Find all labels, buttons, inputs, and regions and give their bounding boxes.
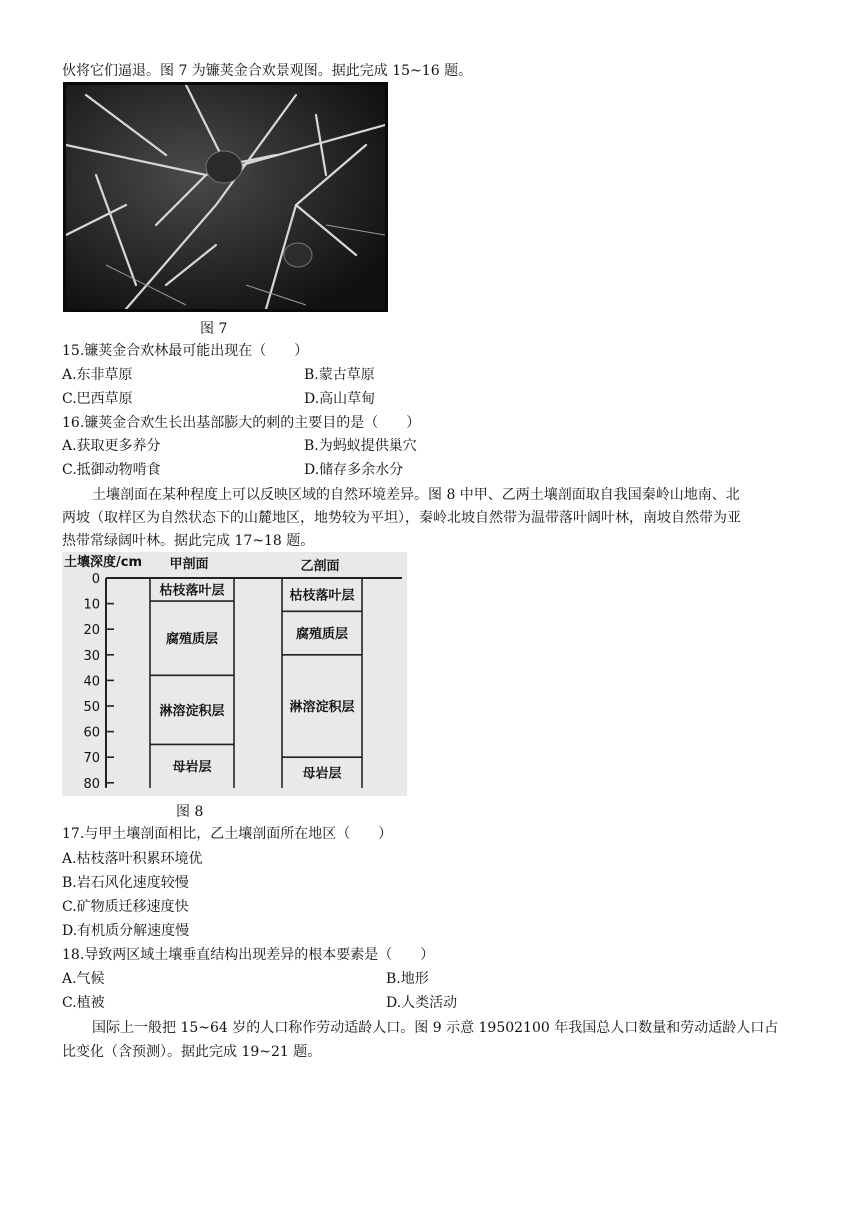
profile-b-layer-label: 母岩层 — [302, 766, 342, 782]
acacia-photo — [63, 82, 388, 312]
q18-option-a: A.气候 — [62, 971, 105, 987]
q17-option-d: D.有机质分解速度慢 — [62, 923, 190, 939]
passage3-line2: 比变化（含预测）。据此完成 19~21 题。 — [62, 1044, 322, 1060]
q18-stem: 18.导致两区域土壤垂直结构出现差异的根本要素是（ ） — [62, 947, 435, 963]
q16-option-d: D.储存多余水分 — [304, 462, 404, 478]
q16-option-c: C.抵御动物啃食 — [62, 462, 161, 478]
profile-a-layer-label: 母岩层 — [172, 760, 212, 776]
passage2-line3: 热带常绿阔叶林。据此完成 17~18 题。 — [62, 533, 315, 549]
depth-tick-label: 50 — [83, 700, 100, 715]
q16-option-b: B.为蚂蚁提供巢穴 — [304, 438, 417, 454]
profile-a-layer-label: 淋溶淀积层 — [159, 703, 225, 719]
q17-option-a: A.枯枝落叶积累环境优 — [62, 851, 203, 867]
q15-stem: 15.镰荚金合欢林最可能出现在（ ） — [62, 343, 309, 359]
depth-tick-label: 30 — [83, 648, 100, 664]
profile-a-layer-label: 腐殖质层 — [165, 632, 219, 648]
profile-b-title: 乙剖面 — [300, 559, 340, 574]
depth-tick-label: 80 — [83, 776, 100, 792]
profile-b-layer-label: 腐殖质层 — [295, 627, 349, 643]
q17-option-c: C.矿物质迁移速度快 — [62, 899, 189, 915]
q18-option-b: B.地形 — [386, 971, 429, 987]
fig7-caption: 图 7 — [200, 321, 228, 337]
q16-option-a: A.获取更多养分 — [62, 438, 161, 454]
q17-option-b: B.岩石风化速度较慢 — [62, 875, 189, 891]
q15-option-a: A.东非草原 — [62, 367, 133, 383]
intro-text: 伙将它们逼退。图 7 为镰荚金合欢景观图。据此完成 15~16 题。 — [62, 63, 473, 79]
passage3-line1: 国际上一般把 15~64 岁的人口称作劳动适龄人口。图 9 示意 19502100 年我国总人口数量和劳动适龄人口占 — [92, 1020, 779, 1036]
depth-tick-label: 70 — [83, 751, 100, 767]
q17-stem: 17.与甲土壤剖面相比，乙土壤剖面所在地区（ ） — [62, 826, 393, 842]
q18-option-c: C.植被 — [62, 995, 105, 1011]
q15-option-c: C.巴西草原 — [62, 391, 133, 407]
depth-tick-label: 0 — [91, 572, 100, 587]
q15-option-b: B.蒙古草原 — [304, 367, 375, 383]
profile-b-layer-label: 淋溶淀积层 — [289, 700, 355, 715]
depth-tick-label: 10 — [83, 597, 100, 613]
y-axis-label: 土壤深度/cm — [64, 555, 143, 570]
q16-stem: 16.镰荚金合欢生长出基部膨大的刺的主要目的是（ ） — [62, 415, 421, 431]
q15-option-d: D.高山草甸 — [304, 391, 376, 407]
soil-profile-figure — [62, 552, 407, 796]
passage2-line1: 土壤剖面在某种程度上可以反映区域的自然环境差异。图 8 中甲、乙两土壤剖面取自我国秦岭山地南、北 — [92, 487, 740, 503]
fig8-caption: 图 8 — [176, 804, 204, 820]
passage2-line2: 两坡（取样区为自然状态下的山麓地区，地势较为平坦），秦岭北坡自然带为温带落叶阔叶林，南坡自然带为亚 — [62, 510, 741, 526]
depth-tick-label: 60 — [83, 725, 100, 741]
profile-a-title: 甲剖面 — [169, 557, 209, 572]
depth-tick-label: 40 — [83, 674, 100, 690]
profile-b-layer-label: 枯枝落叶层 — [289, 588, 355, 604]
profile-a-layer-label: 枯枝落叶层 — [159, 583, 225, 599]
depth-tick-label: 20 — [83, 623, 100, 639]
q18-option-d: D.人类活动 — [386, 995, 458, 1011]
